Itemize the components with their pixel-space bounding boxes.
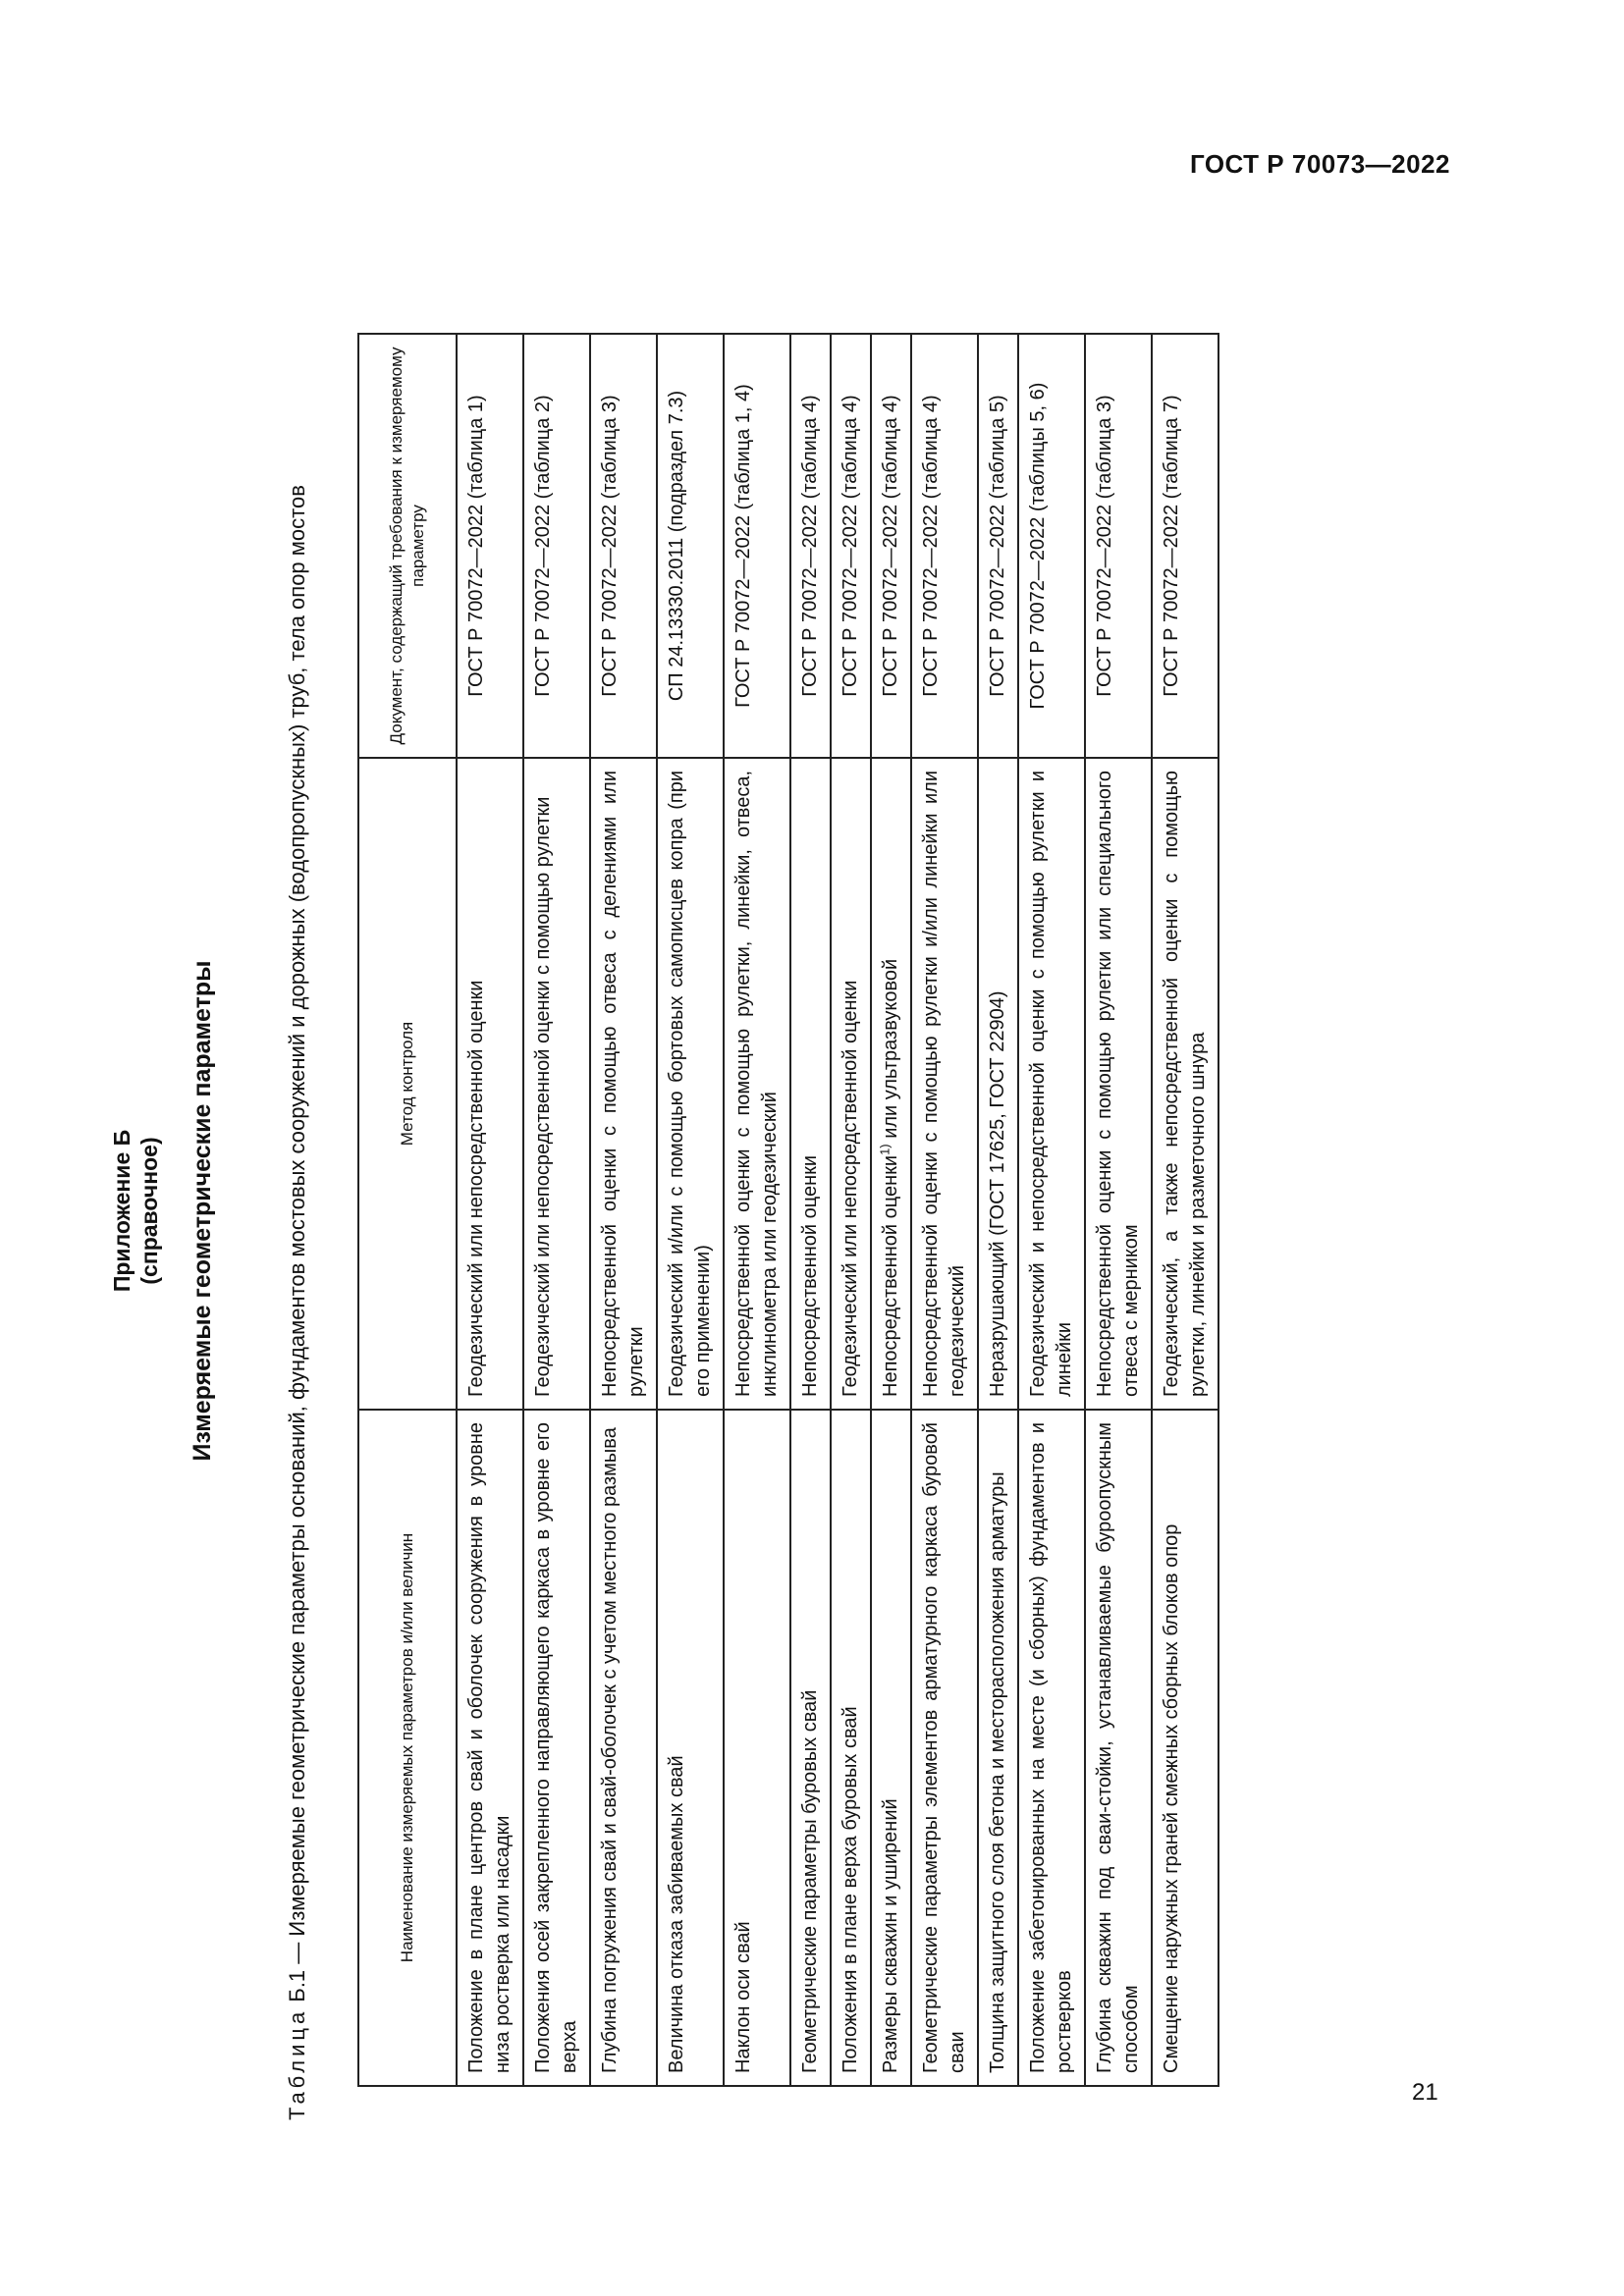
- table-row: [724, 334, 790, 2086]
- footnote-marker: 1): [877, 1144, 893, 1155]
- table-row: [871, 334, 911, 2086]
- cell-document: ГОСТ Р 70072—2022 (таблица 1): [457, 334, 523, 758]
- table-row: [657, 334, 724, 2086]
- table-row: [790, 334, 831, 2086]
- table-row: [590, 334, 657, 2086]
- appendix-title: Приложение Б: [109, 1129, 135, 1293]
- table-row: [978, 334, 1018, 2086]
- cell-method: Непосредственной оценки с помощью отвеса с делениями или рулетки: [590, 758, 657, 1410]
- cell-method: Непосредственной оценки: [790, 758, 831, 1410]
- cell-document: ГОСТ Р 70072—2022 (таблица 4): [871, 334, 911, 758]
- cell-method: Геодезический или непосредственной оценки: [831, 758, 871, 1410]
- cell-method: Неразрушающий (ГОСТ 17625, ГОСТ 22904): [978, 758, 1018, 1410]
- parameters-table: [357, 333, 1219, 2087]
- cell-document: ГОСТ Р 70072—2022 (таблица 3): [590, 334, 657, 758]
- appendix-heading: [108, 301, 163, 2120]
- table-row: [911, 334, 978, 2086]
- cell-method: Геодезический, а также непосредственной оценки с помощью рулетки, линейки и разметочного шнура: [1152, 758, 1218, 1410]
- table-row: [523, 334, 590, 2086]
- cell-parameter: Геометрические параметры буровых свай: [790, 1410, 831, 2086]
- table-header-row: [358, 334, 457, 2086]
- table-row: [831, 334, 871, 2086]
- cell-document: ГОСТ Р 70072—2022 (таблица 1, 4): [724, 334, 790, 758]
- cell-parameter: Глубина скважин под сваи-стойки, устанавливаемые буроопускным способом: [1085, 1410, 1152, 2086]
- column-header-parameter: Наименование измеряемых параметров и/или величин: [358, 1410, 457, 2086]
- cell-document: СП 24.13330.2011 (подраздел 7.3): [657, 334, 724, 758]
- standard-code: ГОСТ Р 70073—2022: [1189, 149, 1450, 179]
- cell-method: Непосредственной оценки с помощью рулетки и/или линейки или геодезический: [911, 758, 978, 1410]
- cell-document: ГОСТ Р 70072—2022 (таблица 7): [1152, 334, 1218, 758]
- cell-document: ГОСТ Р 70072—2022 (таблица 4): [911, 334, 978, 758]
- cell-parameter: Смещение наружных граней смежных сборных блоков опор: [1152, 1410, 1218, 2086]
- cell-document: ГОСТ Р 70072—2022 (таблица 4): [790, 334, 831, 758]
- appendix-subtitle: (справочное): [136, 1137, 162, 1285]
- cell-parameter: Положения осей закрепленного направляющего каркаса в уровне его верха: [523, 1410, 590, 2086]
- cell-document: ГОСТ Р 70072—2022 (таблица 4): [831, 334, 871, 758]
- cell-parameter: Глубина погружения свай и свай-оболочек с учетом местного размыва: [590, 1410, 657, 2086]
- rotated-page-content: [108, 301, 1227, 2120]
- cell-document: ГОСТ Р 70072—2022 (таблица 5): [978, 334, 1018, 758]
- cell-method: Геодезический и непосредственной оценки с помощью рулетки и линейки: [1018, 758, 1085, 1410]
- table-caption-label: Таблица: [285, 2007, 309, 2120]
- cell-parameter: Геометрические параметры элементов арматурного каркаса буровой сваи: [911, 1410, 978, 2086]
- cell-method: Геодезический и/или с помощью бортовых самописцев копра (при его применении): [657, 758, 724, 1410]
- table-row: [1085, 334, 1152, 2086]
- cell-parameter: Толщина защитного слоя бетона и месторасположения арматуры: [978, 1410, 1018, 2086]
- table-row: [457, 334, 523, 2086]
- cell-method-tail: или ультразвуковой: [880, 958, 901, 1145]
- section-title: Измеряемые геометрические параметры: [189, 960, 216, 1462]
- cell-parameter: Положение забетонированных на месте (и сборных) фундаментов и ростверков: [1018, 1410, 1085, 2086]
- table-row: [1152, 334, 1218, 2086]
- cell-parameter: Положения в плане верха буровых свай: [831, 1410, 871, 2086]
- table-caption: [283, 301, 312, 2120]
- cell-method: Непосредственной оценки с помощью рулетки или специального отвеса с мерником: [1085, 758, 1152, 1410]
- cell-method: [871, 758, 911, 1410]
- column-header-document: Документ, содержащий требования к измеряемому параметру: [358, 334, 457, 758]
- cell-document: ГОСТ Р 70072—2022 (таблица 2): [523, 334, 590, 758]
- cell-method: Геодезический или непосредственной оценки: [457, 758, 523, 1410]
- table-caption-text: Б.1 — Измеряемые геометрические параметры оснований, фундаментов мостовых сооружений и дорожных (водопропускных) труб, тела опор мостов: [285, 485, 309, 2008]
- cell-document: ГОСТ Р 70072—2022 (таблица 3): [1085, 334, 1152, 758]
- cell-parameter: Величина отказа забиваемых свай: [657, 1410, 724, 2086]
- cell-method: Геодезический или непосредственной оценки с помощью рулетки: [523, 758, 590, 1410]
- column-header-method: Метод контроля: [358, 758, 457, 1410]
- cell-method-text: Непосредственной оценки: [880, 1154, 901, 1397]
- cell-parameter: Наклон оси свай: [724, 1410, 790, 2086]
- page-number: 21: [1412, 2079, 1438, 2106]
- cell-method: Непосредственной оценки с помощью рулетки, линейки, отвеса, инклинометра или геодезический: [724, 758, 790, 1410]
- cell-document: ГОСТ Р 70072—2022 (таблицы 5, 6): [1018, 334, 1085, 758]
- table-row: [1018, 334, 1085, 2086]
- cell-parameter: Положение в плане центров свай и оболочек сооружения в уровне низа ростверка или насадки: [457, 1410, 523, 2086]
- cell-parameter: Размеры скважин и уширений: [871, 1410, 911, 2086]
